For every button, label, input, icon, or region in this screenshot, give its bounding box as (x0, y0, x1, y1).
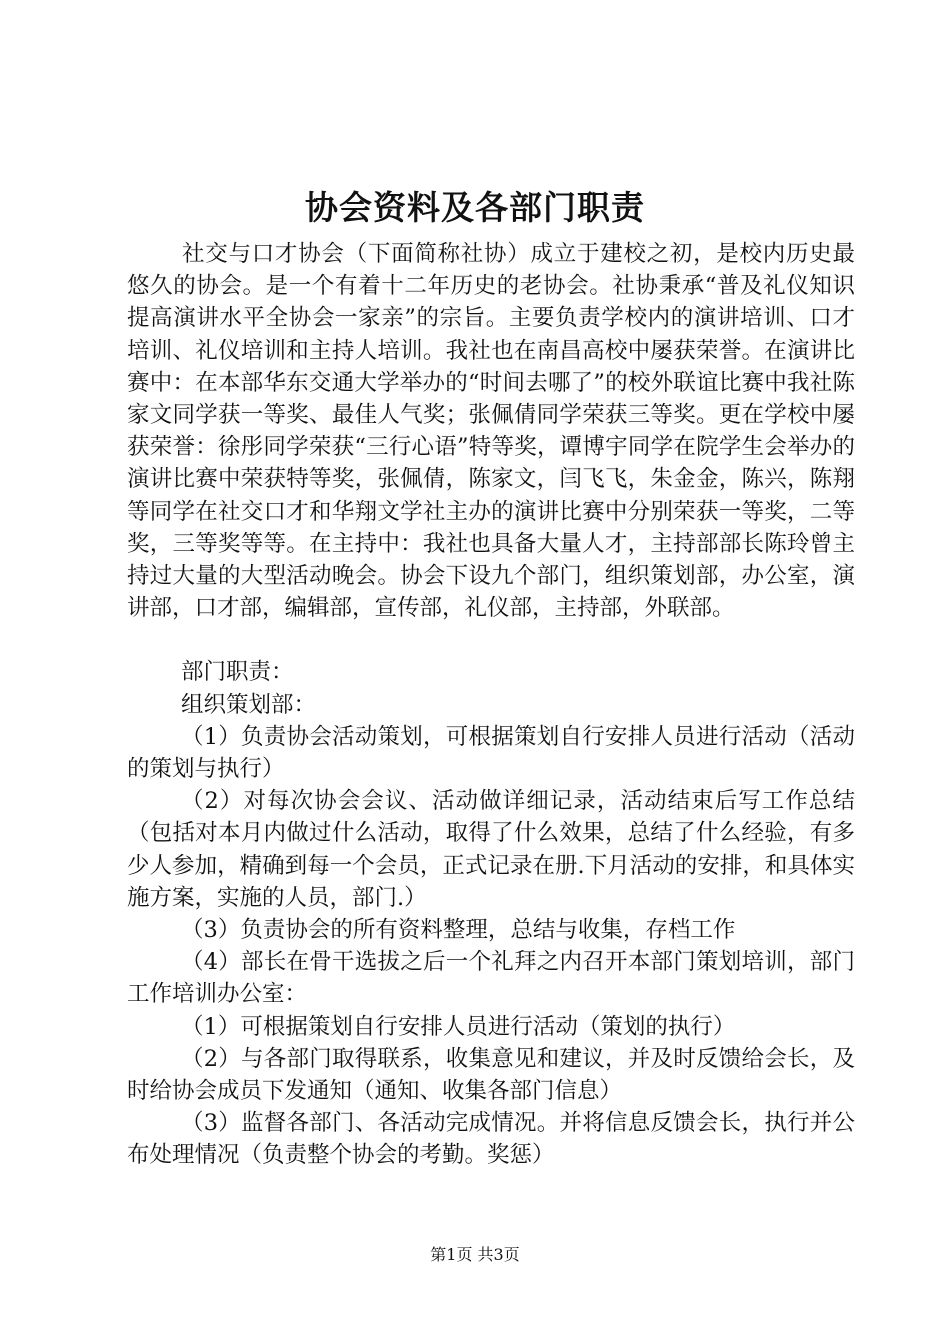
duty-item: （3）监督各部门、各活动完成情况。并将信息反馈会长，执行并公布处理情况（负责整个协会的考勤。奖惩） (127, 1110, 855, 1169)
duty-item: （2）对每次协会会议、活动做详细记录，活动结束后写工作总结（包括对本月内做过什么活动，取得了什么效果，总结了什么经验，有多少人参加，精确到每一个会员，正式记录在册.下月活动的安排，和具体实施方案，实施的人员，部门.） (127, 788, 855, 911)
duty-item: （2）与各部门取得联系，收集意见和建议，并及时反馈给会长，及时给协会成员下发通知（通知、收集各部门信息） (127, 1045, 855, 1105)
document-body (127, 238, 855, 1172)
paragraph-gap (127, 624, 855, 656)
intro-paragraph: 社交与口才协会（下面简称社协）成立于建校之初，是校内历史最悠久的协会。是一个有着十二年历史的老协会。社协秉承“普及礼仪知识提高演讲水平全协会一家亲”的宗旨。主要负责学校内的演讲培训、口才培训、礼仪培训和主持人培训。我社也在南昌高校中屡获荣誉。在演讲比赛中：在本部华东交通大学举办的“时间去哪了”的校外联谊比赛中我社陈家文同学获一等奖、最佳人气奖；张佩倩同学荣获三等奖。更在学校中屡获荣誉：徐彤同学荣获“三行心语”特等奖，谭博宇同学在院学生会举办的演讲比赛中荣获特等奖，张佩倩，陈家文，闫飞飞，朱金金，陈兴，陈翔等同学在社交口才和华翔文学社主办的演讲比赛中分别荣获一等奖，二等奖，三等奖等等。在主持中：我社也具备大量人才，主持部部长陈玲曾主持过大量的大型活动晚会。协会下设九个部门，组织策划部，办公室，演讲部，口才部，编辑部，宣传部，礼仪部，主持部，外联部。 (127, 241, 855, 622)
department-label: 组织策划部： (181, 691, 317, 718)
page-footer: 第1页 共3页 (430, 1245, 520, 1264)
duty-item: （1）负责协会活动策划，可根据策划自行安排人员进行活动（活动的策划与执行） (127, 723, 855, 783)
section-label: 部门职责： (181, 659, 294, 686)
document-title: 协会资料及各部门职责 (305, 188, 645, 227)
duty-item: （3）负责协会的所有资料整理，总结与收集，存档工作 (181, 917, 736, 944)
duty-item: （4）部长在骨干选拔之后一个礼拜之内召开本部门策划培训，部门工作培训办公室： (127, 949, 855, 1008)
duty-item: （1）可根据策划自行安排人员进行活动（策划的执行） (181, 1013, 736, 1040)
